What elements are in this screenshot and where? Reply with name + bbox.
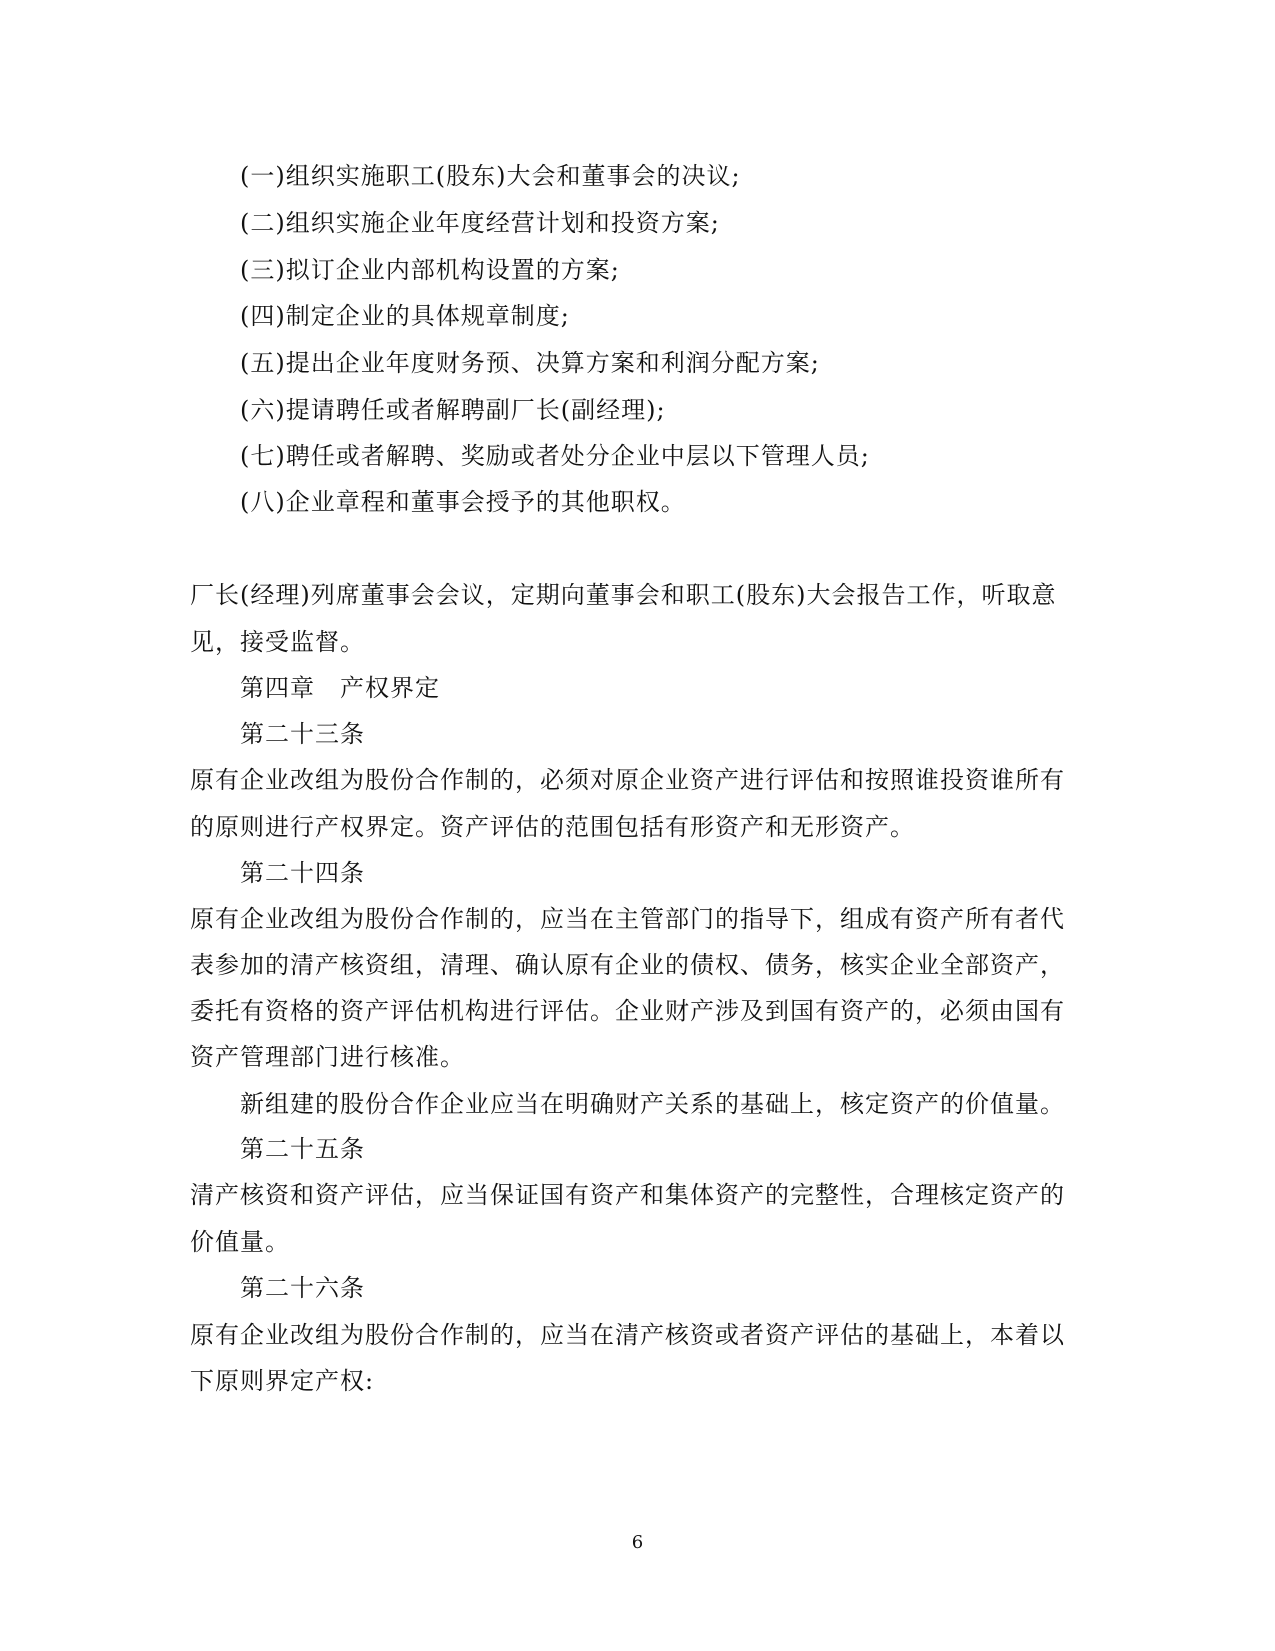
article-25-line-1: 清产核资和资产评估，应当保证国有资产和集体资产的完整性，合理核定资产的 [190, 1181, 1065, 1209]
report-paragraph-line-1: 厂长(经理)列席董事会会议，定期向董事会和职工(股东)大会报告工作，听取意 [190, 581, 1057, 609]
power-item-6: (六)提请聘任或者解聘副厂长(副经理); [240, 396, 666, 424]
article-23-line-2: 的原则进行产权界定。资产评估的范围包括有形资产和无形资产。 [190, 813, 915, 841]
article-26-heading: 第二十六条 [240, 1274, 365, 1302]
chapter-heading: 第四章 产权界定 [240, 674, 440, 702]
article-24-line-4: 资产管理部门进行核准。 [190, 1043, 465, 1071]
power-item-8: (八)企业章程和董事会授予的其他职权。 [240, 488, 686, 516]
power-item-5: (五)提出企业年度财务预、决算方案和利润分配方案; [240, 349, 820, 377]
article-24-line-1: 原有企业改组为股份合作制的，应当在主管部门的指导下，组成有资产所有者代 [190, 905, 1065, 933]
article-23-heading: 第二十三条 [240, 720, 365, 748]
report-paragraph-line-2: 见，接受监督。 [190, 628, 365, 656]
article-23-line-1: 原有企业改组为股份合作制的，必须对原企业资产进行评估和按照谁投资谁所有 [190, 766, 1065, 794]
power-item-4: (四)制定企业的具体规章制度; [240, 302, 570, 330]
article-25-heading: 第二十五条 [240, 1135, 365, 1163]
article-26-line-2: 下原则界定产权: [190, 1367, 375, 1395]
article-24-heading: 第二十四条 [240, 859, 365, 887]
article-26-line-1: 原有企业改组为股份合作制的，应当在清产核资或者资产评估的基础上，本着以 [190, 1321, 1065, 1349]
article-25-line-2: 价值量。 [190, 1228, 290, 1256]
power-item-3: (三)拟订企业内部机构设置的方案; [240, 256, 620, 284]
article-24-line-2: 表参加的清产核资组，清理、确认原有企业的债权、债务，核实企业全部资产， [190, 951, 1065, 979]
power-item-1: (一)组织实施职工(股东)大会和董事会的决议; [240, 162, 741, 190]
article-24-line-3: 委托有资格的资产评估机构进行评估。企业财产涉及到国有资产的，必须由国有 [190, 997, 1065, 1025]
article-24-extra-paragraph: 新组建的股份合作企业应当在明确财产关系的基础上，核定资产的价值量。 [240, 1090, 1065, 1118]
power-item-7: (七)聘任或者解聘、奖励或者处分企业中层以下管理人员; [240, 442, 870, 470]
power-item-2: (二)组织实施企业年度经营计划和投资方案; [240, 209, 720, 237]
page-number: 6 [631, 1532, 644, 1553]
